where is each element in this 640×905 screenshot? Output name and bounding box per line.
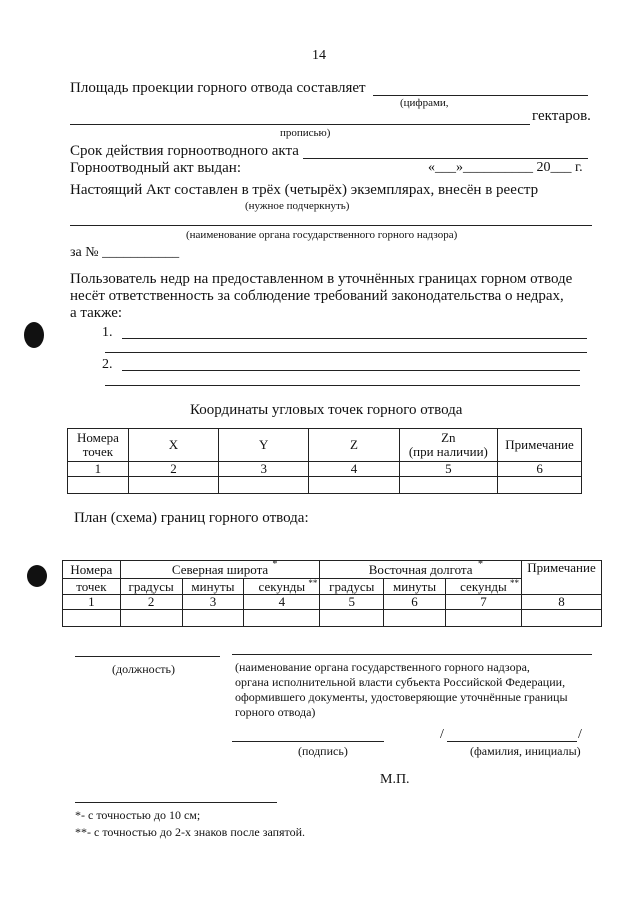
page-number: 14 (312, 48, 326, 63)
geo-header-east (320, 561, 522, 579)
seal-label: М.П. (380, 772, 410, 787)
coord-col-num: 4 (309, 462, 399, 477)
signature-label: (подпись) (298, 744, 348, 758)
name-line[interactable] (447, 741, 577, 742)
authority-line-3: оформившего документы, удостоверяющие уточнённые границы (235, 690, 568, 704)
area-value-line[interactable] (373, 95, 588, 96)
coord-header-note: Примечание (498, 429, 582, 462)
geo-col-num: 5 (320, 595, 384, 610)
signature-line[interactable] (232, 741, 384, 742)
geo-col-num: 6 (384, 595, 446, 610)
coord-header-zn-note: (при наличии) (408, 444, 488, 459)
authority-note: (наименование органа государственного горного надзора) (186, 229, 458, 241)
authority-line-2: органа исполнительной власти субъекта Российской Федерации, (235, 675, 566, 689)
term-label: Срок действия горноотводного акта (70, 143, 299, 159)
geo-sub-degrees-e: градусы (320, 579, 384, 595)
responsibility-line-3: а также: (70, 305, 123, 321)
sec-star-e: ** (509, 578, 519, 588)
coord-table-title: Координаты угловых точек горного отвода (190, 402, 463, 418)
geo-sub-seconds-n-label: секунды (258, 578, 306, 594)
footnote-1: *- с точностью до 10 см; (75, 808, 201, 822)
position-label: (должность) (112, 662, 175, 676)
coord-col-num: 2 (128, 462, 218, 477)
geo-header-number-top: Номера (63, 561, 121, 579)
coord-header-zn (399, 429, 498, 462)
geo-header-note: Примечание (521, 561, 601, 595)
area-label: Площадь проекции горного отвода составляет (70, 80, 366, 96)
responsibility-line-2: несёт ответственность за соблюдение требований законодательства о недрах, (70, 288, 564, 304)
item-1-number: 1. (102, 325, 113, 340)
ink-blot-2 (27, 565, 47, 587)
geo-sub-minutes-e: минуты (384, 579, 446, 595)
geo-sub-minutes-n: минуты (182, 579, 244, 595)
coord-empty-row[interactable] (68, 477, 582, 494)
slash-right: / (578, 727, 582, 742)
responsibility-line-1: Пользователь недр на предоставленном в уточнённых границах горном отводе (70, 271, 573, 287)
ink-blot-1 (24, 322, 44, 348)
sec-star-n: ** (308, 578, 318, 588)
geo-coord-table (62, 560, 602, 627)
copies-text: Настоящий Акт составлен в трёх (четырёх) экземплярах, внесён в реестр (70, 182, 539, 198)
underline-note: (нужное подчеркнуть) (245, 200, 350, 212)
coord-header-number: Номера точек (68, 429, 129, 462)
footnote-divider (75, 802, 277, 803)
item-1-line-b[interactable] (105, 352, 587, 353)
area-unit: гектаров. (532, 108, 591, 124)
coord-header-z: Z (309, 429, 399, 462)
name-label: (фамилия, инициалы) (470, 744, 581, 758)
item-2-number: 2. (102, 357, 113, 372)
geo-header-number-bottom: точек (63, 579, 121, 595)
item-2-line-a[interactable] (122, 370, 580, 371)
position-line[interactable] (75, 656, 220, 657)
coord-col-num: 6 (498, 462, 582, 477)
geo-col-num: 3 (182, 595, 244, 610)
area-words-line[interactable] (70, 124, 530, 125)
geo-col-num: 1 (63, 595, 121, 610)
coord-header-x: X (128, 429, 218, 462)
geo-number-row (63, 595, 602, 610)
term-value-line[interactable] (303, 158, 588, 159)
slash-left: / (440, 727, 444, 742)
authority-line-4: горного отвода) (235, 705, 316, 719)
geo-header-north (120, 561, 320, 579)
north-star: * (272, 559, 278, 570)
coord-header-y: Y (219, 429, 309, 462)
area-note-words: прописью) (280, 127, 331, 139)
geo-col-num: 8 (521, 595, 601, 610)
coord-col-num: 1 (68, 462, 129, 477)
geo-col-num: 7 (445, 595, 521, 610)
geo-header-north-label: Северная широта (171, 561, 269, 577)
area-note-digits: (цифрами, (400, 97, 449, 109)
geo-header-east-label: Восточная долгота (368, 561, 473, 577)
geo-col-num: 4 (244, 595, 320, 610)
plan-title: План (схема) границ горного отвода: (74, 510, 309, 526)
coord-header-zn-label: Zn (441, 430, 456, 445)
issued-date[interactable]: «___»__________ 20___ г. (428, 160, 583, 175)
east-star: * (477, 559, 483, 570)
coord-table (67, 428, 582, 494)
geo-sub-seconds-e (445, 579, 521, 595)
authority-sign-line[interactable] (232, 654, 592, 655)
authority-line-1: (наименование органа государственного горного надзора, (235, 660, 530, 674)
authority-line[interactable] (70, 225, 592, 226)
coord-number-row (68, 462, 582, 477)
footnote-2: **- с точностью до 2-х знаков после запятой. (75, 825, 306, 839)
registry-number[interactable]: за № ___________ (70, 245, 180, 260)
geo-sub-degrees-n: градусы (120, 579, 182, 595)
issued-label: Горноотводный акт выдан: (70, 160, 241, 176)
geo-empty-row[interactable] (63, 610, 602, 627)
coord-col-num: 3 (219, 462, 309, 477)
item-2-line-b[interactable] (105, 385, 580, 386)
coord-col-num: 5 (399, 462, 498, 477)
geo-sub-seconds-n (244, 579, 320, 595)
item-1-line-a[interactable] (122, 338, 587, 339)
geo-col-num: 2 (120, 595, 182, 610)
geo-sub-seconds-e-label: секунды (460, 578, 507, 594)
